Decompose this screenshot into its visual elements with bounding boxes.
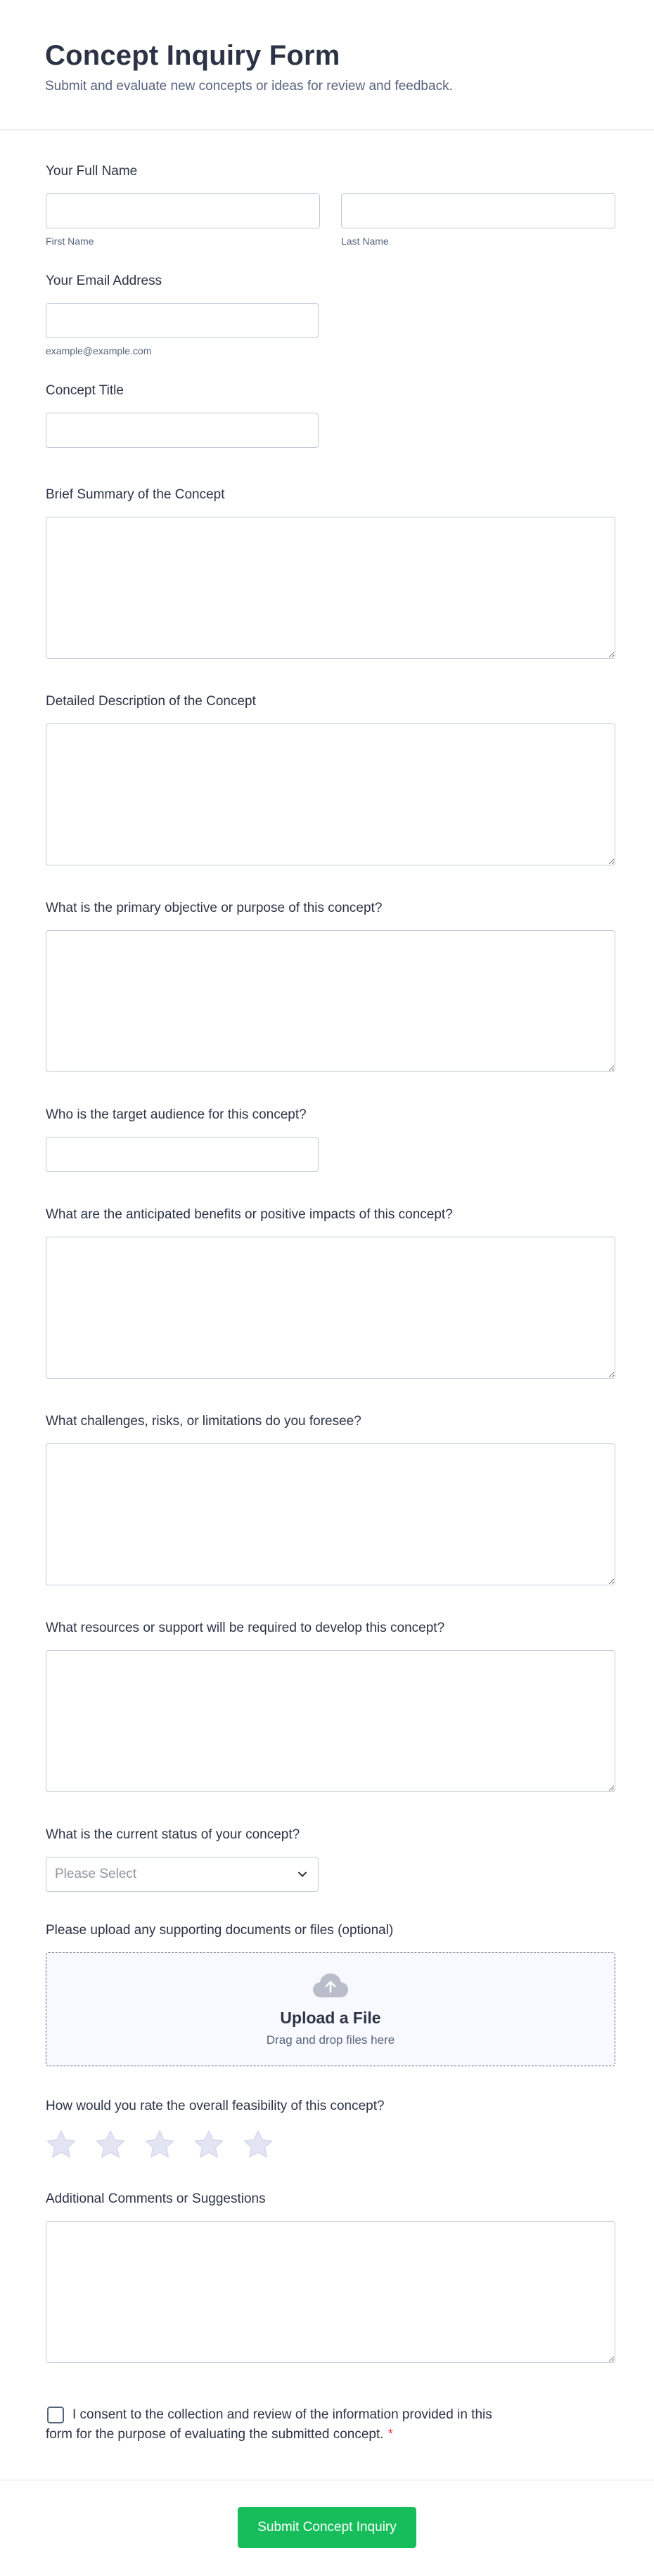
concept-title-field [46, 383, 615, 448]
consent-field [46, 2405, 615, 2445]
form-header [0, 0, 654, 130]
resources-field [46, 1621, 615, 1792]
first-name-col [46, 193, 320, 247]
target-audience-label: Who is the target audience for this concept? [46, 1107, 307, 1122]
primary-objective-field [46, 901, 615, 1072]
target-audience-field [46, 1107, 615, 1172]
current-status-dropdown[interactable] [46, 1857, 319, 1892]
star-icon[interactable] [144, 2130, 175, 2159]
consent-line2-wrap [46, 2425, 393, 2445]
consent-text [46, 2405, 579, 2445]
last-name-col [341, 193, 615, 247]
consent-text-line1: I consent to the collection and review of the information provided in this [72, 2407, 492, 2422]
email-label: Your Email Address [46, 273, 162, 288]
first-name-input[interactable] [46, 193, 320, 228]
brief-summary-textarea[interactable] [46, 517, 615, 659]
star-icon[interactable] [46, 2130, 77, 2159]
page-subtitle: Submit and evaluate new concepts or ideas for review and feedback. [45, 79, 453, 94]
concept-form [0, 164, 654, 2445]
consent-text-line2: form for the purpose of evaluating the submitted concept. [46, 2427, 384, 2442]
concept-title-input[interactable] [46, 413, 319, 448]
challenges-field [46, 1414, 615, 1585]
detailed-description-field [46, 694, 615, 865]
detailed-description-textarea[interactable] [46, 723, 615, 865]
page-title: Concept Inquiry Form [45, 40, 340, 71]
upload-field [46, 1923, 615, 2066]
star-icon[interactable] [243, 2130, 274, 2159]
comments-textarea[interactable] [46, 2221, 615, 2363]
email-field [46, 273, 615, 356]
star-rating [46, 2130, 615, 2159]
brief-summary-field [46, 487, 615, 659]
current-status-selected[interactable]: Please Select [46, 1857, 319, 1892]
chevron-down-icon [296, 1868, 309, 1881]
required-mark: * [387, 2427, 393, 2442]
upload-label: Please upload any supporting documents or files (optional) [46, 1923, 394, 1938]
challenges-label: What challenges, risks, or limitations do you foresee? [46, 1414, 361, 1429]
challenges-textarea[interactable] [46, 1443, 615, 1585]
file-dropzone[interactable] [46, 1952, 615, 2066]
brief-summary-label: Brief Summary of the Concept [46, 487, 225, 502]
comments-label: Additional Comments or Suggestions [46, 2191, 266, 2206]
full-name-field [46, 164, 615, 247]
email-sublabel: example@example.com [46, 345, 152, 356]
feasibility-field [46, 2099, 615, 2159]
resources-textarea[interactable] [46, 1650, 615, 1792]
target-audience-input[interactable] [46, 1137, 319, 1172]
anticipated-benefits-label: What are the anticipated benefits or positive impacts of this concept? [46, 1207, 453, 1222]
consent-checkbox[interactable] [47, 2407, 64, 2423]
form-footer [0, 2480, 654, 2576]
resources-label: What resources or support will be required to develop this concept? [46, 1621, 445, 1635]
last-name-input[interactable] [341, 193, 615, 228]
primary-objective-textarea[interactable] [46, 930, 615, 1072]
last-name-sublabel: Last Name [341, 236, 389, 247]
first-name-sublabel: First Name [46, 236, 94, 247]
feasibility-label: How would you rate the overall feasibility of this concept? [46, 2099, 385, 2113]
comments-field [46, 2191, 615, 2363]
upload-title: Upload a File [280, 2008, 381, 2027]
email-input[interactable] [46, 303, 319, 338]
anticipated-benefits-textarea[interactable] [46, 1237, 615, 1379]
star-icon[interactable] [193, 2130, 224, 2159]
current-status-label: What is the current status of your concept? [46, 1827, 300, 1842]
primary-objective-label: What is the primary objective or purpose of this concept? [46, 901, 383, 915]
submit-button[interactable]: Submit Concept Inquiry [238, 2507, 416, 2548]
anticipated-benefits-field [46, 1207, 615, 1379]
cloud-upload-icon [312, 1972, 350, 2000]
star-icon[interactable] [95, 2130, 126, 2159]
full-name-label: Your Full Name [46, 164, 138, 179]
detailed-description-label: Detailed Description of the Concept [46, 694, 256, 709]
concept-title-label: Concept Title [46, 383, 124, 398]
current-status-field [46, 1827, 615, 1892]
upload-hint: Drag and drop files here [266, 2033, 395, 2047]
name-row [46, 193, 615, 247]
